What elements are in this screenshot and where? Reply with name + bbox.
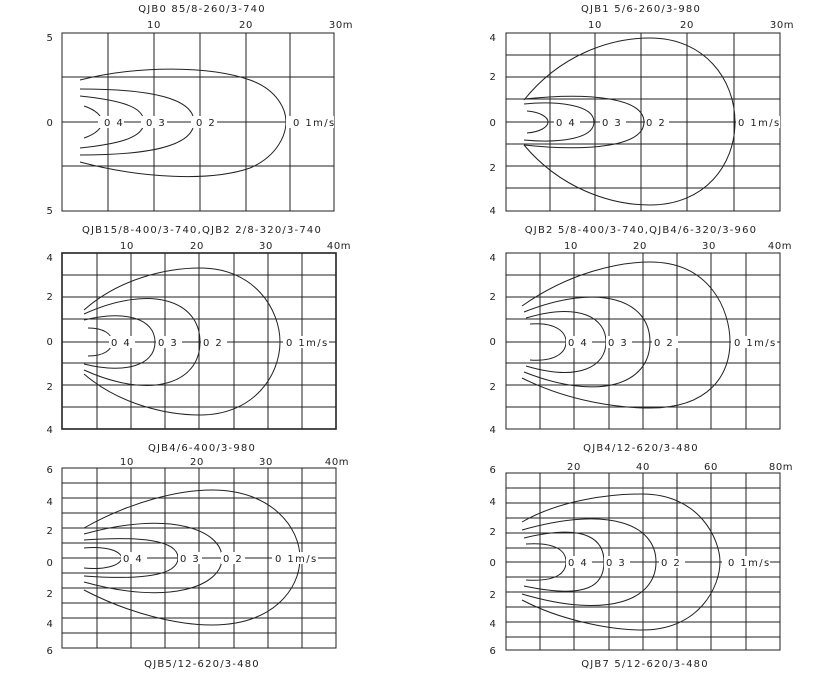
isoline-label: 0 3: [608, 338, 629, 349]
y-tick-label: 5: [46, 33, 54, 44]
x-tick-label: 30: [259, 241, 273, 252]
y-tick-label: 6: [489, 465, 497, 476]
x-tick-label: 40: [636, 462, 650, 473]
panel-title: QJB4/12-620/3-480: [583, 443, 699, 454]
x-tick-label: 30: [702, 241, 716, 252]
y-tick-label: 4: [489, 425, 497, 436]
y-tick-label: 6: [489, 646, 497, 657]
panel-title: QJB4/6-400/3-980: [147, 443, 257, 454]
bottom-caption: QJB5/12-620/3-480: [144, 659, 260, 670]
isoline-label: 0 1m/s: [275, 554, 318, 565]
isoline-label: 0 3: [158, 338, 179, 349]
y-tick-label: 0: [489, 337, 497, 348]
isoline-label: 0 1m/s: [738, 118, 781, 129]
panel-title: QJB1 5/6-260/3-980: [580, 4, 702, 15]
panel-title: QJB0 85/8-260/3-740: [138, 4, 266, 15]
isoline-label: 0 4: [111, 338, 132, 349]
y-tick-label: 6: [46, 465, 54, 476]
y-tick-label: 4: [46, 497, 54, 508]
x-tick-label: 10: [147, 20, 161, 31]
y-tick-label: 2: [489, 527, 497, 538]
isoline-label: 0 4: [568, 338, 589, 349]
isoline-label: 0 4: [568, 558, 589, 569]
panel-1: [47, 4, 354, 217]
y-tick-label: 4: [489, 206, 497, 217]
isoline-label: 0 1m/s: [286, 338, 329, 349]
x-tick-label: 40m: [767, 241, 793, 252]
y-tick-label: 4: [489, 33, 497, 44]
isoline-label: 0 2: [196, 118, 217, 129]
x-tick-label: 60: [704, 462, 718, 473]
x-tick-label: 10: [120, 241, 134, 252]
y-tick-label: 0: [489, 118, 497, 129]
y-tick-label: 2: [46, 589, 54, 600]
isoline-label: 0 3: [602, 118, 623, 129]
y-tick-label: 2: [46, 526, 54, 537]
x-tick-label: 40m: [326, 241, 352, 252]
y-tick-label: 4: [489, 253, 497, 264]
y-tick-label: 2: [489, 382, 497, 393]
isoline-label: 0 4: [556, 118, 577, 129]
isoline-label: 0 1m/s: [293, 118, 336, 129]
isoline-label: 0 4: [123, 554, 144, 565]
y-tick-label: 0: [489, 558, 497, 569]
isoline-label: 0 1m/s: [728, 558, 771, 569]
y-tick-label: 5: [46, 206, 54, 217]
x-tick-label: 30m: [769, 20, 795, 31]
panel-title: QJB2 5/8-400/3-740,QJB4/6-320/3-960: [524, 225, 758, 236]
y-tick-label: 2: [489, 292, 497, 303]
isoline-label: 0 2: [203, 338, 224, 349]
x-tick-label: 10: [564, 241, 578, 252]
x-tick-label: 30m: [328, 20, 354, 31]
x-tick-label: 30: [259, 457, 273, 468]
panel-title: QJB15/8-400/3-740,QJB2 2/8-320/3-740: [81, 225, 323, 236]
panel-4: [490, 225, 793, 436]
isoline-0-1: [522, 262, 730, 408]
x-tick-label: 20: [567, 462, 581, 473]
y-tick-label: 2: [46, 382, 54, 393]
panel-2: [490, 4, 795, 217]
x-tick-label: 20: [190, 457, 204, 468]
y-tick-label: 2: [489, 72, 497, 83]
isoline-label: 0 2: [661, 558, 682, 569]
x-tick-label: 40m: [324, 457, 350, 468]
isoline-label: 0 2: [646, 118, 667, 129]
x-tick-label: 20: [680, 20, 694, 31]
y-tick-label: 0: [46, 118, 54, 129]
x-tick-label: 80m: [768, 462, 794, 473]
y-tick-label: 2: [46, 292, 54, 303]
y-tick-label: 4: [46, 253, 54, 264]
y-tick-label: 4: [46, 425, 54, 436]
x-tick-label: 20: [190, 241, 204, 252]
panel-3: [47, 225, 352, 436]
x-tick-label: 20: [239, 20, 253, 31]
y-tick-label: 2: [489, 590, 497, 601]
isoline-label: 0 3: [606, 558, 627, 569]
y-tick-label: 2: [489, 163, 497, 174]
panel-6: [490, 443, 794, 670]
isoline-label: 0 3: [146, 118, 167, 129]
y-tick-label: 4: [46, 619, 54, 630]
y-tick-label: 4: [489, 619, 497, 630]
x-tick-label: 10: [120, 457, 134, 468]
y-tick-label: 0: [46, 337, 54, 348]
y-tick-label: 6: [46, 646, 54, 657]
x-tick-label: 20: [633, 241, 647, 252]
y-tick-label: 0: [46, 558, 54, 569]
isoline-label: 0 3: [180, 554, 201, 565]
y-tick-label: 4: [489, 497, 497, 508]
isoline-label: 0 1m/s: [734, 338, 777, 349]
isoline-label: 0 2: [654, 338, 675, 349]
bottom-caption: QJB7 5/12-620/3-480: [581, 659, 709, 670]
isoline-label: 0 4: [104, 118, 125, 129]
isoline-label: 0 2: [223, 554, 244, 565]
panel-5: [47, 443, 350, 670]
x-tick-label: 10: [588, 20, 602, 31]
